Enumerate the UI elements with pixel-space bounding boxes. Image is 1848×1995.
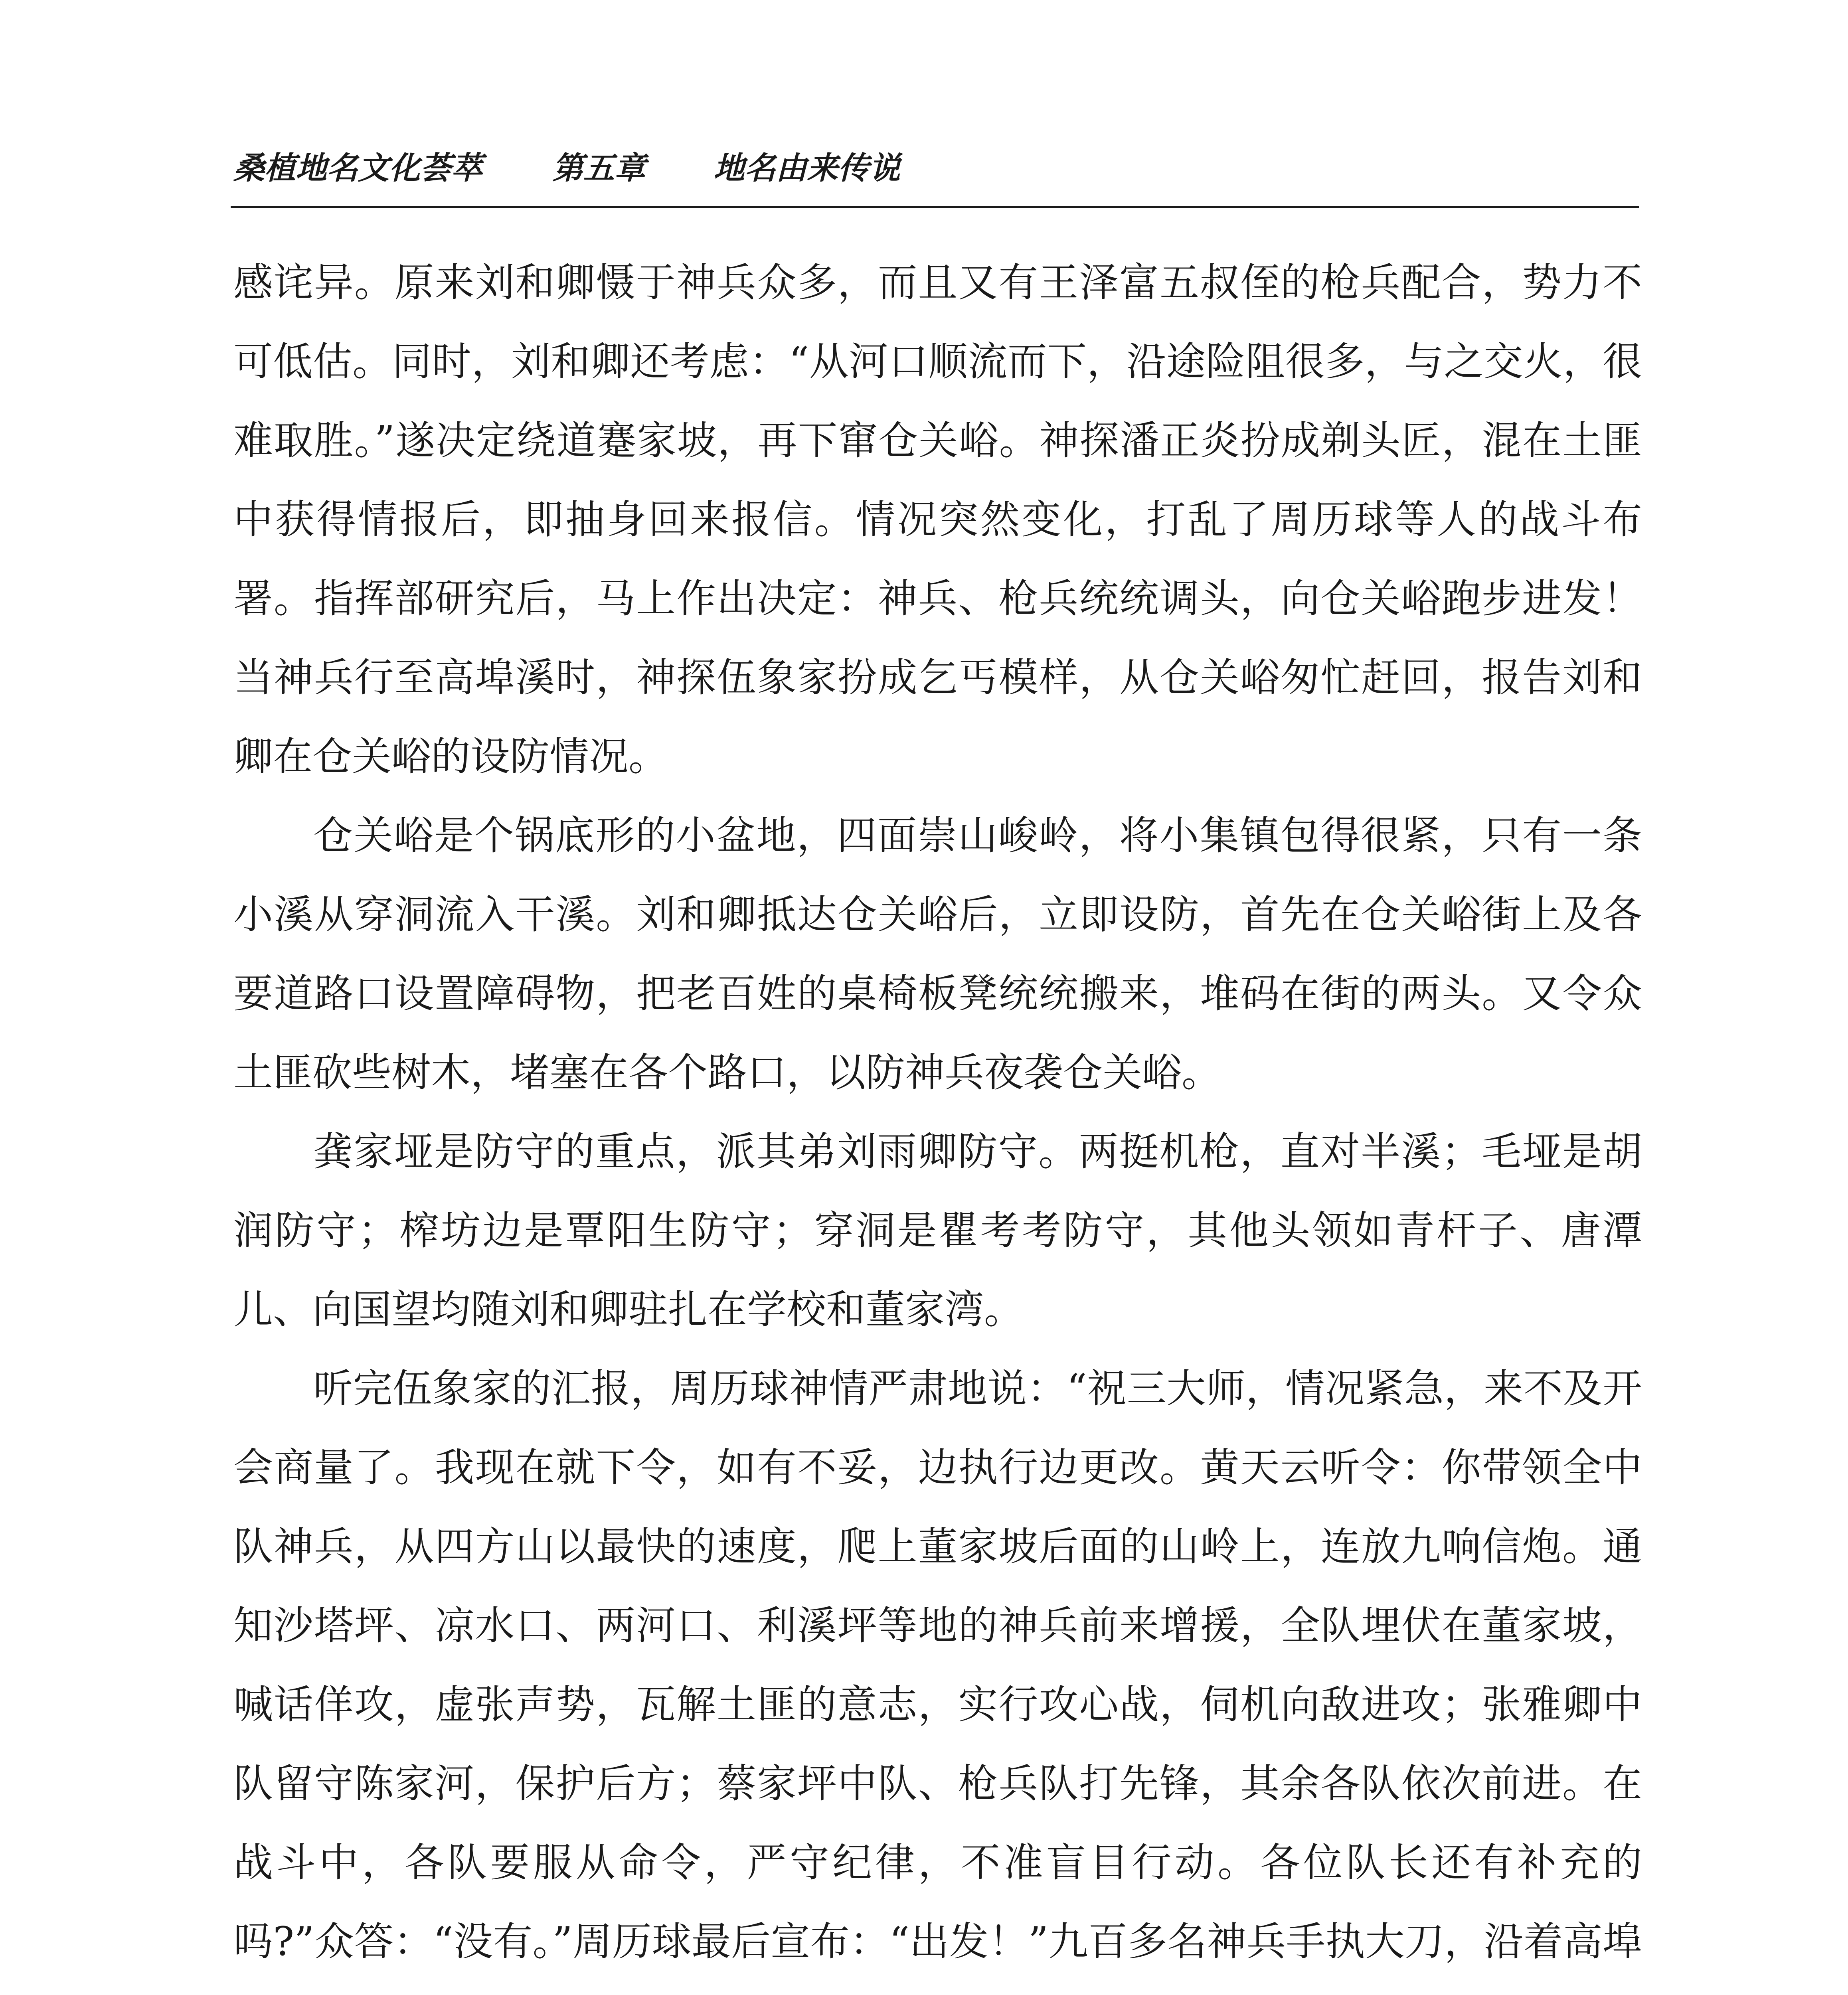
running-header: [233, 148, 900, 188]
chapter-label: 第五章: [552, 150, 646, 186]
section-title: 地名由来传说: [714, 150, 901, 186]
paragraph: 感诧异。原来刘和卿慑于神兵众多，而且又有王泽富五叔侄的枪兵配合，势力不可低估。同时，刘和卿还考虑：“从河口顺流而下，沿途险阻很多，与之交火，很难取胜。”遂决定绕道蹇家坡，再下窜仓关峪。神探潘正炎扮成剃头匠，混在土匪中获得情报后，即抽身回来报信。情况突然变化，打乱了周历球等人的战斗布署。指挥部研究后，马上作出决定：神兵、枪兵统统调头，向仓关峪跑步进发！当神兵行至高埠溪时，神探伍象家扮成乞丐模样，从仓关峪匆忙赶回，报告刘和卿在仓关峪的设防情况。: [233, 260, 1642, 780]
paragraph: 听完伍象家的汇报，周历球神情严肃地说：“祝三大师，情况紧急，来不及开会商量了。我现在就下令，如有不妥，边执行边更改。黄天云听令：你带领全中队神兵，从四方山以最快的速度，爬上董家坡后面的山岭上，连放九响信炮。通知沙塔坪、凉水口、两河口、利溪坪等地的神兵前来增援，全队埋伏在董家坡，喊话佯攻，虚张声势，瓦解土匪的意志，实行攻心战，伺机向敌进攻；张雅卿中队留守陈家河，保护后方；蔡家坪中队、枪兵队打先锋，其余各队依次前进。在战斗中，各队要服从命令，严守纪律，不准盲目行动。各位队长还有补充的吗?”众答：“没有。”周历球最后宣布：“出发！”九百多名神兵手执大刀，沿着高埠: [233, 1366, 1642, 1965]
body-text: [233, 243, 1642, 1995]
header-rule: [231, 206, 1639, 208]
book-title: 桑植地名文化荟萃: [233, 150, 483, 186]
paragraph: 龚家垭是防守的重点，派其弟刘雨卿防守。两挺机枪，直对半溪；毛垭是胡润防守；榨坊边是覃阳生防守；穿洞是瞿考考防守，其他头领如青杆子、唐潭儿、向国望均随刘和卿驻扎在学校和董家湾。: [233, 1129, 1642, 1333]
paragraph: 仓关峪是个锅底形的小盆地，四面崇山峻岭，将小集镇包得很紧，只有一条小溪从穿洞流入干溪。刘和卿抵达仓关峪后，立即设防，首先在仓关峪街上及各要道路口设置障碍物，把老百姓的桌椅板凳统统搬来，堆码在街的两头。又令众土匪砍些树木，堵塞在各个路口，以防神兵夜袭仓关峪。: [233, 813, 1642, 1096]
